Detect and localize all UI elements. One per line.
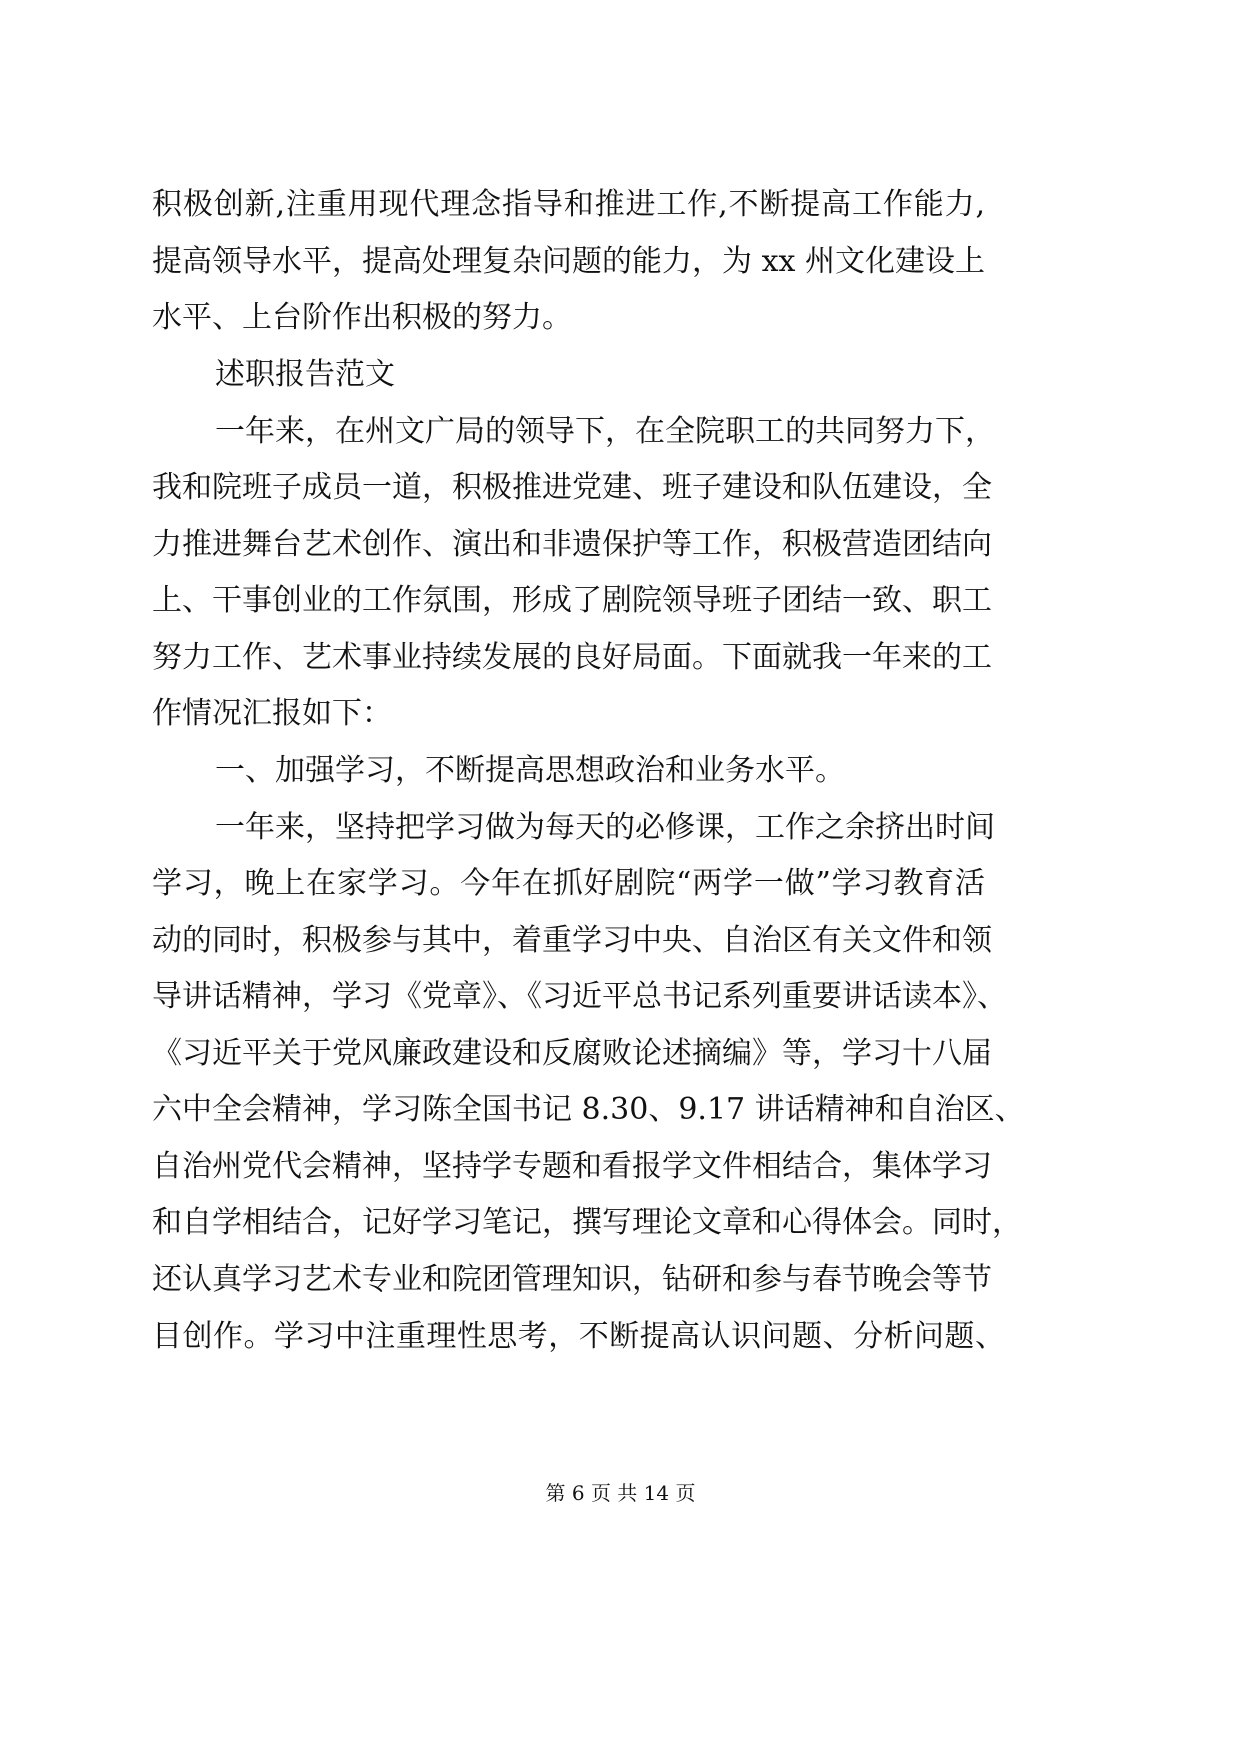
paragraph-line: 目创作。学习中注重理性思考，不断提高认识问题、分析问题、 (152, 1319, 1005, 1354)
paragraph-line: 动的同时，积极参与其中，着重学习中央、自治区有关文件和领 (152, 923, 992, 958)
paragraph-line: 六中全会精神，学习陈全国书记 8.30、9.17 讲话精神和自治区、 (152, 1092, 1025, 1127)
page-number-footer: 第 6 页 共 14 页 (545, 1481, 696, 1505)
paragraph-line: 作情况汇报如下： (152, 696, 392, 731)
paragraph-line: 自治州党代会精神，坚持学专题和看报学文件相结合，集体学习 (152, 1149, 992, 1184)
section-heading: 一、加强学习，不断提高思想政治和业务水平。 (215, 753, 845, 788)
paragraph-line: 导讲话精神，学习《党章》、《习近平总书记系列重要讲话读本》、 (152, 979, 1007, 1014)
paragraph-line: 我和院班子成员一道，积极推进党建、班子建设和队伍建设，全 (152, 470, 992, 505)
paragraph-line: 学习，晚上在家学习。今年在抓好剧院“两学一做”学习教育活 (152, 866, 985, 901)
paragraph-line: 还认真学习艺术专业和院团管理知识，钻研和参与春节晚会等节 (152, 1262, 992, 1297)
paragraph-line: 提高领导水平，提高处理复杂问题的能力，为 xx 州文化建设上 (152, 244, 985, 279)
paragraph-line: 努力工作、艺术事业持续发展的良好局面。下面就我一年来的工 (152, 640, 992, 675)
section-heading: 述职报告范文 (215, 357, 395, 392)
paragraph-line: 力推进舞台艺术创作、演出和非遗保护等工作，积极营造团结向 (152, 527, 992, 562)
paragraph-line: 水平、上台阶作出积极的努力。 (152, 300, 572, 335)
paragraph-line: 和自学相结合，记好学习笔记，撰写理论文章和心得体会。同时， (152, 1205, 1022, 1240)
paragraph-line: 积极创新,注重用现代理念指导和推进工作,不断提高工作能力, (152, 187, 985, 222)
paragraph-line: 一年来，坚持把学习做为每天的必修课，工作之余挤出时间 (215, 810, 995, 845)
paragraph-line: 《习近平关于党风廉政建设和反腐败论述摘编》等，学习十八届 (152, 1036, 992, 1071)
paragraph-line: 上、干事创业的工作氛围，形成了剧院领导班子团结一致、职工 (152, 583, 992, 618)
paragraph-line: 一年来，在州文广局的领导下，在全院职工的共同努力下， (215, 414, 995, 449)
